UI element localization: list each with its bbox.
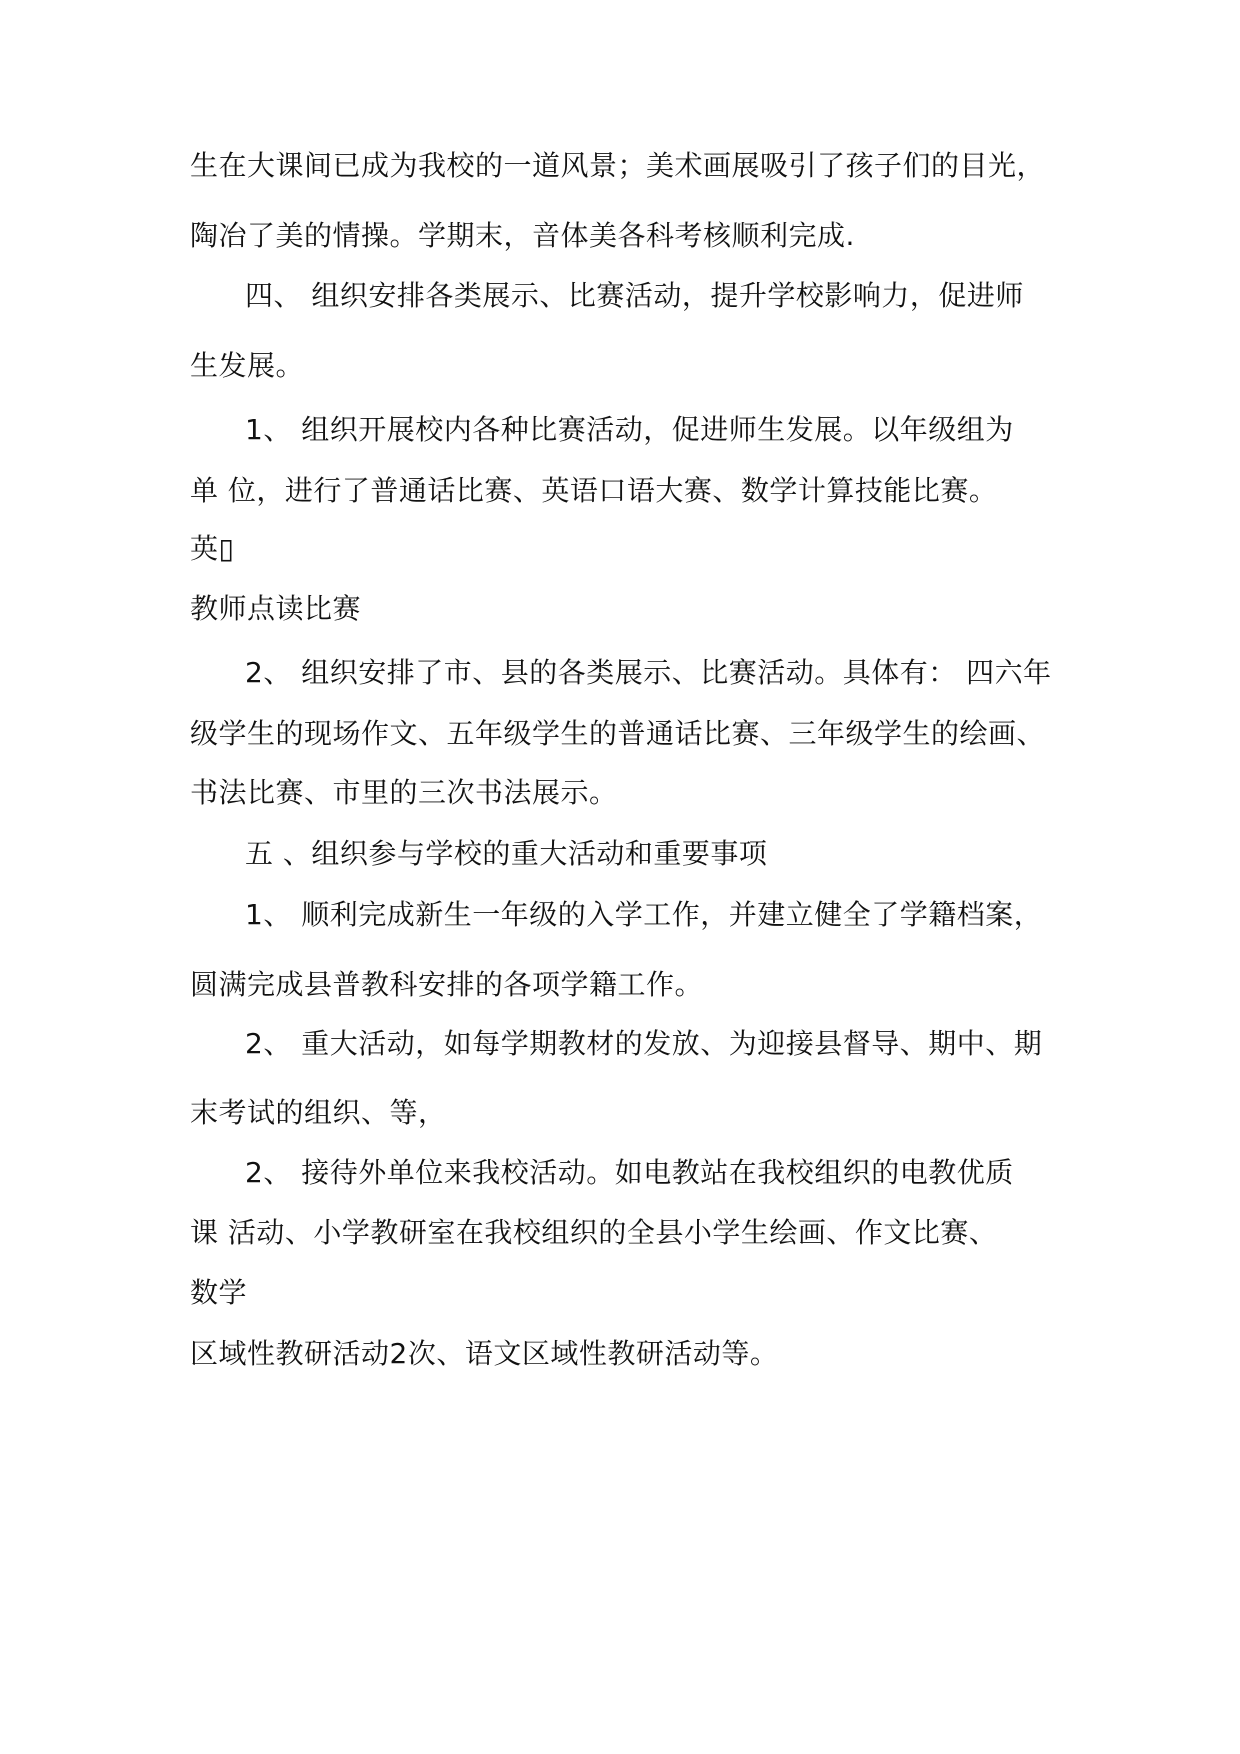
list-item-line: 2、 重大活动，如每学期教材的发放、为迎接县督导、期中、期 [245,1027,1043,1060]
list-item-line: 2、 组织安排了市、县的各类展示、比赛活动。具体有： 四六年 [245,656,1052,689]
paragraph-line: 教师点读比赛 [190,592,362,625]
paragraph-line: 末考试的组织、等， [190,1096,447,1129]
paragraph-line: 单 位，进行了普通话比赛、英语口语大赛、数学计算技能比赛。 [190,474,998,507]
section-heading-5: 五 、组织参与学校的重大活动和重要事项 [245,837,768,870]
paragraph-line: 生发展。 [190,349,305,382]
paragraph-line: 生在大课间已成为我校的一道风景；美术画展吸引了孩子们的目光， [190,149,1046,182]
paragraph-line: 课 活动、小学教研室在我校组织的全县小学生绘画、作文比赛、 [190,1216,998,1249]
paragraph-line: 数学 [190,1276,248,1309]
paragraph-line: 书法比赛、市里的三次书法展示。 [190,776,618,809]
paragraph-line: 圆满完成县普教科安排的各项学籍工作。 [190,968,704,1001]
list-item-line: 2、 接待外单位来我校活动。如电教站在我校组织的电教优质 [245,1156,1014,1189]
paragraph-line: 区域性教研活动2次、语文区域性教研活动等。 [190,1337,779,1370]
list-item-line: 1、 顺利完成新生一年级的入学工作，并建立健全了学籍档案， [245,898,1043,931]
paragraph-line: 级学生的现场作文、五年级学生的普通话比赛、三年级学生的绘画、 [190,717,1046,750]
paragraph-line: 英▯ [190,532,235,565]
list-item-line: 1、 组织开展校内各种比赛活动，促进师生发展。以年级组为 [245,413,1014,446]
paragraph-line: 陶冶了美的情操。学期末，音体美各科考核顺利完成. [190,219,855,252]
section-heading-4: 四、 组织安排各类展示、比赛活动，提升学校影响力，促进师 [245,279,1024,312]
